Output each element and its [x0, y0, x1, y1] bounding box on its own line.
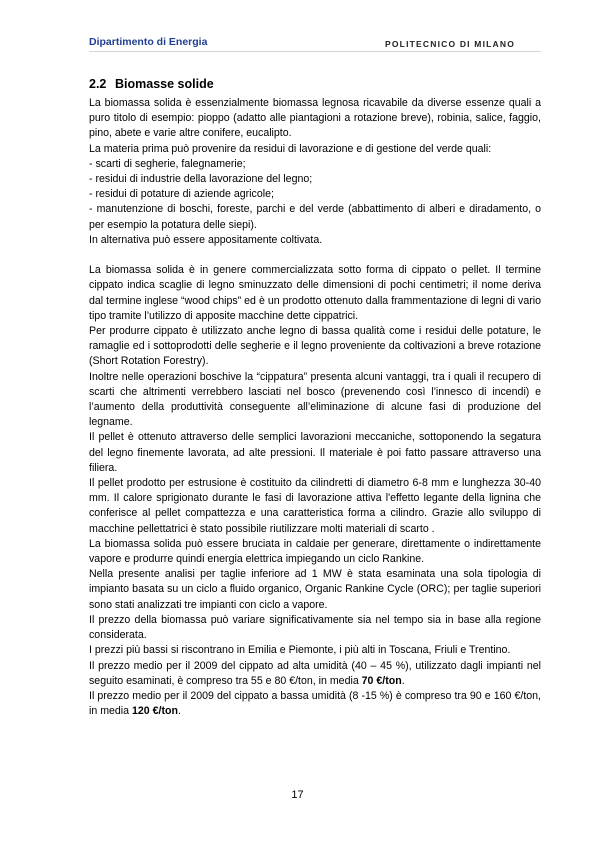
- list-item: - scarti di segherie, falegnamerie;: [89, 157, 246, 170]
- list-item: - residui di potature di aziende agricole;: [89, 188, 274, 201]
- price-highlight: 120 €/ton: [132, 705, 178, 718]
- paragraph: Inoltre nelle operazioni boschive la “cippatura” presenta alcuni vantaggi, tra i quali il recupero di scarti che altrimenti verrebbero lasciati nel bosco (prevenendo così l’innesco di incendi) e l’aumento della produttività conseguente all’eliminazione di alcune fasi di produzione del legname.: [89, 370, 541, 429]
- paragraph: Il prezzo della biomassa può variare significativamente sia nel tempo sia in base alla regione considerata.: [89, 613, 541, 642]
- list-item: - residui di industrie della lavorazione del legno;: [89, 173, 313, 186]
- paragraph: Il pellet è ottenuto attraverso delle semplici lavorazioni meccaniche, sottoponendo la segatura del legno finemente lavorata, ad alte pressioni. Il materiale è poi fatto passare attraverso una filiera.: [89, 431, 541, 474]
- paragraph: La biomassa solida può essere bruciata in caldaie per generare, direttamente o indirettamente vapore e produrre quindi energia elettrica impiegando un ciclo Rankine.: [89, 537, 541, 566]
- paragraph: [89, 689, 541, 719]
- list-item: - manutenzione di boschi, foreste, parchi e del verde (abbattimento di alberi e diradamento, o per esempio la potatura delle siepi).: [89, 203, 541, 231]
- header-institution: POLITECNICO DI MILANO: [385, 39, 516, 49]
- paragraph: Per produrre cippato è utilizzato anche legno di bassa qualità come i residui delle potature, le ramaglie ed i sottoprodotti delle segherie e il legno proveniente da coltivazioni a breve rotazione (Short Rotation Forestry).: [89, 325, 541, 368]
- section-title: Biomasse solide: [115, 77, 214, 91]
- paragraph: [89, 659, 541, 689]
- paragraph: Nella presente analisi per taglie inferiore ad 1 MW è stata esaminata una sola tipologia di impianto basata su un ciclo a fluido organico, Organic Rankine Cycle (ORC); per taglie superiori sono stati analizzati tre impianti con ciclo a vapore.: [89, 568, 541, 611]
- paragraph-end: .: [177, 705, 181, 718]
- header-divider: [89, 51, 541, 52]
- paragraph-text: Il prezzo medio per il 2009 del cippato a bassa umidità (8 -15 %) è compreso tra 90 e 160 €/ton, in media: [89, 689, 541, 718]
- paragraph: La materia prima può provenire da residui di lavorazione e di gestione del verde quali:: [89, 142, 492, 155]
- paragraph-end: .: [401, 674, 405, 687]
- paragraph: I prezzi più bassi si riscontrano in Emilia e Piemonte, i più alti in Toscana, Friuli e Trentino.: [89, 644, 511, 657]
- paragraph-text: Il prezzo medio per il 2009 del cippato ad alta umidità (40 – 45 %), utilizzato dagli impianti nel seguito esaminati, è compreso tra 55 e 80 €/ton, in media: [89, 659, 541, 687]
- section-heading: [89, 76, 541, 92]
- header-department: Dipartimento di Energia: [89, 36, 208, 48]
- section-number: 2.2: [89, 77, 107, 91]
- paragraph: In alternativa può essere appositamente coltivata.: [89, 233, 323, 246]
- price-highlight: 70 €/ton: [361, 674, 402, 687]
- paragraph: La biomassa solida è in genere commercializzata sotto forma di cippato o pellet. Il termine cippato indica scaglie di legno sminuzzato delle dimensioni di pochi centimetri; il nome deriva dal termine inglese “wood chips” ed è un prodotto ottenuto dalla frammentazione di legni di vario tipo tramite l’utilizzo di apposite macchine dette cippatrici.: [89, 264, 541, 322]
- page-number: 17: [291, 789, 304, 801]
- document-body: [89, 76, 541, 719]
- paragraph: La biomassa solida è essenzialmente biomassa legnosa ricavabile da diverse essenze quali a puro titolo di esempio: pioppo (adatto alle piantagioni a rotazione breve), robinia, salice, faggio, pino, abete e varie altre conifere, eucalipto.: [89, 97, 541, 140]
- paragraph-spacer: [89, 248, 541, 263]
- paragraph: Il pellet prodotto per estrusione è costituito da cilindretti di diametro 6-8 mm e lunghezza 30-40 mm. Il calore sprigionato durante le fasi di lavorazione attiva l'effetto legante della lignina che conferisce al pellet compattezza e una caratteristica forma a cilindro. Grazie allo sviluppo di macchine pellettatrici è stato possibile riutilizzare molti materiali di scarto .: [89, 477, 541, 535]
